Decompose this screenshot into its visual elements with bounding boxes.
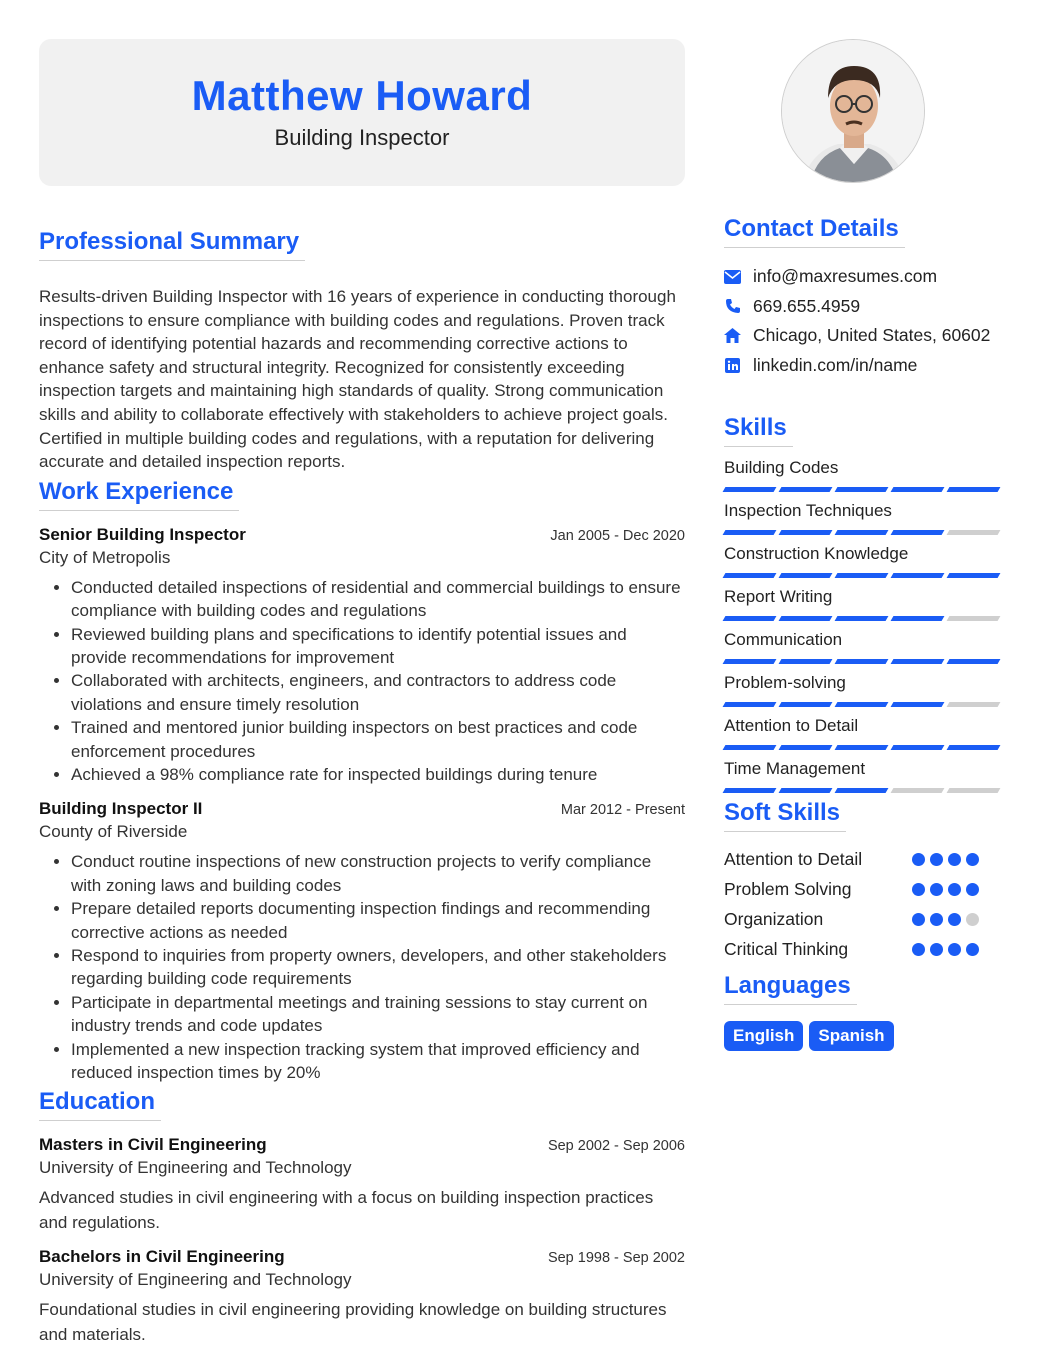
avatar bbox=[782, 40, 925, 183]
soft-skills-section bbox=[724, 799, 1004, 964]
skill-level-segment bbox=[947, 530, 1001, 535]
home-icon bbox=[724, 327, 741, 344]
soft-skill-label: Problem Solving bbox=[724, 878, 852, 899]
bullet-item: • Participate in departmental meetings and training sessions to stay current on industry trends and code updates bbox=[71, 991, 685, 1038]
bullet-item: • Implemented a new inspection tracking system that improved efficiency and reduced inspection times by 20% bbox=[71, 1038, 685, 1085]
skill-level-segment bbox=[779, 702, 833, 707]
soft-skill-item bbox=[724, 844, 1004, 874]
skill-level-segment bbox=[723, 530, 777, 535]
skill-label: Report Writing bbox=[724, 587, 833, 607]
education-entry bbox=[39, 1247, 685, 1347]
rating-dot bbox=[966, 943, 979, 956]
soft-skill-label: Attention to Detail bbox=[724, 848, 863, 869]
education-dates: Sep 2002 - Sep 2006 bbox=[547, 1138, 685, 1155]
skill-level-segment bbox=[947, 659, 1001, 664]
skill-level-segment bbox=[723, 745, 777, 750]
soft-skills-list bbox=[724, 844, 1004, 964]
skill-label: Problem-solving bbox=[724, 673, 846, 693]
skill-level-bar bbox=[724, 745, 999, 750]
experience-heading: Work Experience bbox=[39, 478, 239, 511]
education-section bbox=[39, 1088, 685, 1347]
soft-skills-heading: Soft Skills bbox=[724, 799, 846, 832]
education-dates: Sep 1998 - Sep 2002 bbox=[547, 1250, 685, 1267]
skill-level-segment bbox=[835, 745, 889, 750]
education-heading: Education bbox=[39, 1088, 161, 1121]
skill-item bbox=[724, 715, 1004, 750]
job-organization: City of Metropolis bbox=[39, 547, 171, 567]
rating-dot bbox=[966, 883, 979, 896]
profile-photo bbox=[781, 39, 925, 183]
skill-level-segment bbox=[891, 487, 945, 492]
rating-dot bbox=[930, 913, 943, 926]
skill-level-segment bbox=[723, 487, 777, 492]
skill-level-segment bbox=[835, 530, 889, 535]
job-role: Senior Building Inspector bbox=[39, 524, 246, 544]
email-text: info@maxresumes.com bbox=[753, 266, 938, 287]
skill-level-bar bbox=[724, 702, 999, 707]
skill-level-segment bbox=[891, 530, 945, 535]
bullet-item: • Achieved a 98% compliance rate for inspected buildings during tenure bbox=[71, 763, 685, 786]
skill-level-bar bbox=[724, 573, 999, 578]
skill-level-segment bbox=[723, 788, 777, 793]
job-dates: Jan 2005 - Dec 2020 bbox=[550, 527, 685, 544]
job-bullets bbox=[39, 576, 685, 787]
bullet-item: • Prepare detailed reports documenting inspection findings and recommending corrective actions as needed bbox=[71, 897, 685, 944]
skill-level-segment bbox=[891, 745, 945, 750]
job-entry bbox=[39, 799, 685, 1084]
rating-dot bbox=[948, 913, 961, 926]
education-entry bbox=[39, 1135, 685, 1235]
skill-item bbox=[724, 457, 1004, 492]
bullet-item: • Collaborated with architects, engineers, and contractors to address code violations and ensure timely resolution bbox=[71, 669, 685, 716]
skill-level-segment bbox=[779, 745, 833, 750]
summary-heading: Professional Summary bbox=[39, 228, 305, 261]
skill-level-segment bbox=[779, 659, 833, 664]
rating-dot bbox=[948, 943, 961, 956]
skill-item bbox=[724, 586, 1004, 621]
skill-level-bar bbox=[724, 659, 999, 664]
skill-item bbox=[724, 758, 1004, 793]
candidate-name: Matthew Howard bbox=[191, 72, 533, 119]
job-role: Building Inspector II bbox=[39, 799, 203, 819]
skill-level-segment bbox=[779, 788, 833, 793]
skill-level-segment bbox=[891, 702, 945, 707]
skill-label: Inspection Techniques bbox=[724, 501, 892, 521]
contact-address bbox=[724, 321, 1004, 351]
rating-dot bbox=[912, 883, 925, 896]
rating-dot bbox=[912, 943, 925, 956]
skill-item bbox=[724, 543, 1004, 578]
skill-level-segment bbox=[947, 487, 1001, 492]
soft-skill-item bbox=[724, 874, 1004, 904]
skills-heading: Skills bbox=[724, 414, 793, 447]
phone-icon bbox=[724, 298, 741, 315]
skill-level-segment bbox=[835, 702, 889, 707]
rating-dot bbox=[912, 853, 925, 866]
skill-level-segment bbox=[723, 702, 777, 707]
skill-label: Attention to Detail bbox=[724, 716, 859, 736]
bullet-item: • Conduct routine inspections of new construction projects to verify compliance with zoning laws and building codes bbox=[71, 850, 685, 897]
skill-level-segment bbox=[891, 788, 945, 793]
skill-label: Construction Knowledge bbox=[724, 544, 909, 564]
skill-level-segment bbox=[835, 788, 889, 793]
linkedin-text: linkedin.com/in/name bbox=[753, 355, 918, 376]
rating-dot bbox=[930, 853, 943, 866]
summary-text: Results-driven Building Inspector with 16 years of experience in conducting thorough inspections to ensure compliance with building codes and regulations. Proven track record of identifying potential hazards and recommending corrective actions to enhance safety and structural integrity. Recognized for consistently exceeding inspection targets and maintaining high standards of quality. Strong communication skills and ability to collaborate effectively with stakeholders to achieve project goals. Certified in multiple building codes and regulations, with a reputation for delivering accurate and detailed inspection reports. bbox=[39, 287, 676, 472]
rating-dot bbox=[948, 883, 961, 896]
bullet-item: • Trained and mentored junior building inspectors on best practices and code enforcement procedures bbox=[71, 716, 685, 763]
envelope-icon bbox=[724, 268, 741, 285]
soft-skill-rating bbox=[912, 883, 979, 896]
rating-dot bbox=[930, 943, 943, 956]
skill-level-bar bbox=[724, 530, 999, 535]
languages-heading: Languages bbox=[724, 972, 857, 1005]
school: University of Engineering and Technology bbox=[39, 1158, 352, 1178]
skill-level-segment bbox=[723, 573, 777, 578]
skill-label: Communication bbox=[724, 630, 843, 650]
main-column bbox=[39, 39, 685, 1347]
job-organization: County of Riverside bbox=[39, 822, 188, 842]
soft-skill-item bbox=[724, 904, 1004, 934]
soft-skill-label: Organization bbox=[724, 908, 824, 929]
soft-skill-label: Critical Thinking bbox=[724, 938, 849, 959]
skill-level-bar bbox=[724, 487, 999, 492]
contact-linkedin[interactable] bbox=[724, 351, 1004, 381]
education-description: Foundational studies in civil engineering providing knowledge on building structures and materials. bbox=[39, 1300, 667, 1344]
job-bullets bbox=[39, 850, 685, 1084]
skill-level-segment bbox=[723, 616, 777, 621]
contact-section bbox=[724, 215, 1004, 380]
skill-level-segment bbox=[835, 659, 889, 664]
skill-level-segment bbox=[891, 573, 945, 578]
sidebar bbox=[724, 39, 1004, 1051]
skill-label: Time Management bbox=[724, 759, 866, 779]
contact-phone[interactable] bbox=[724, 292, 1004, 322]
bullet-item: • Reviewed building plans and specifications to identify potential issues and provide recommendations for improvement bbox=[71, 623, 685, 670]
rating-dot bbox=[930, 883, 943, 896]
header bbox=[39, 39, 685, 186]
skill-level-segment bbox=[947, 573, 1001, 578]
skills-section bbox=[724, 414, 1004, 793]
phone-text: 669.655.4959 bbox=[753, 295, 861, 316]
skill-level-segment bbox=[947, 745, 1001, 750]
linkedin-icon bbox=[724, 357, 741, 374]
language-badge: English bbox=[724, 1021, 803, 1051]
soft-skill-item bbox=[724, 934, 1004, 964]
skill-level-segment bbox=[947, 788, 1001, 793]
skill-level-bar bbox=[724, 616, 999, 621]
languages-section bbox=[724, 972, 1004, 1051]
contact-email[interactable] bbox=[724, 262, 1004, 292]
contact-heading: Contact Details bbox=[724, 215, 905, 248]
school: University of Engineering and Technology bbox=[39, 1270, 352, 1290]
rating-dot bbox=[966, 913, 979, 926]
skill-level-segment bbox=[723, 659, 777, 664]
skill-level-segment bbox=[779, 616, 833, 621]
skill-level-segment bbox=[891, 659, 945, 664]
skill-level-segment bbox=[891, 616, 945, 621]
language-badge: Spanish bbox=[809, 1021, 893, 1051]
skill-level-segment bbox=[835, 616, 889, 621]
skill-item bbox=[724, 672, 1004, 707]
skill-level-segment bbox=[947, 616, 1001, 621]
soft-skill-rating bbox=[912, 853, 979, 866]
skill-item bbox=[724, 629, 1004, 664]
degree: Bachelors in Civil Engineering bbox=[39, 1247, 285, 1267]
soft-skill-rating bbox=[912, 943, 979, 956]
skills-list bbox=[724, 457, 1004, 793]
language-badges bbox=[724, 1021, 1004, 1051]
skill-level-segment bbox=[835, 487, 889, 492]
degree: Masters in Civil Engineering bbox=[39, 1135, 267, 1155]
education-description: Advanced studies in civil engineering with a focus on building inspection practices and regulations. bbox=[39, 1188, 654, 1232]
bullet-item: • Conducted detailed inspections of residential and commercial buildings to ensure compliance with building codes and regulations bbox=[71, 576, 685, 623]
address-text: Chicago, United States, 60602 bbox=[753, 325, 991, 346]
experience-section bbox=[39, 478, 685, 1085]
job-dates: Mar 2012 - Present bbox=[560, 802, 685, 819]
skill-label: Building Codes bbox=[724, 458, 839, 478]
summary-section bbox=[39, 228, 685, 474]
rating-dot bbox=[966, 853, 979, 866]
rating-dot bbox=[912, 913, 925, 926]
soft-skill-rating bbox=[912, 913, 979, 926]
rating-dot bbox=[948, 853, 961, 866]
bullet-item: • Respond to inquiries from property owners, developers, and other stakeholders regarding building code requirements bbox=[71, 944, 685, 991]
skill-level-segment bbox=[779, 530, 833, 535]
candidate-title: Building Inspector bbox=[274, 125, 450, 150]
skill-level-segment bbox=[779, 487, 833, 492]
skill-level-segment bbox=[947, 702, 1001, 707]
skill-level-segment bbox=[779, 573, 833, 578]
skill-level-segment bbox=[835, 573, 889, 578]
job-entry bbox=[39, 525, 685, 787]
skill-level-bar bbox=[724, 788, 999, 793]
skill-item bbox=[724, 500, 1004, 535]
